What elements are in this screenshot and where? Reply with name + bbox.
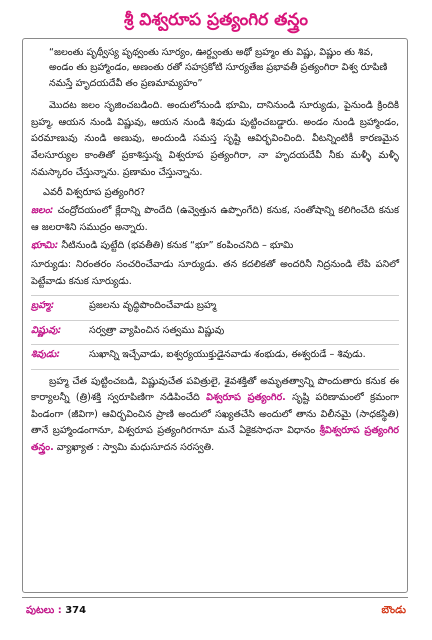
definition-jalam — [31, 203, 399, 236]
definition-bhumi — [31, 238, 399, 255]
term-bhumi: భూమి: — [31, 240, 59, 252]
definition-suryudu: సూర్యుడు: నిరంతరం సంచరించేవాడు సూర్యుడు. తన కదలికతో అందరినీ నిద్రనుండి లేపి పనిలో పెట్టేవాడు కనుక సూర్యుడు. — [31, 258, 399, 287]
text-shiva: సుఖాన్ని ఇచ్చేవాడు, ఐశ్వర్యయుక్తుడైనవాడు శంభుడు, ఈశ్వరుడే – శివుడు. — [89, 349, 366, 361]
closing-text-3: వ్యాఖ్యాత : స్వామి మధుసూదన సరస్వతి. — [53, 441, 215, 453]
content-panel — [22, 38, 408, 593]
divider — [31, 369, 399, 370]
verse-quote: “జలంతు పృథ్వీస్య పృథ్వంతు సూర్యం, ఊర్ద్వంతు అథో బ్రహ్మం తు విష్ణు, విష్ణుం తు శివ, అండం తు బ్రహ్మాండం, అణంతు రతో సహస్రకోటి సూర్యతేజ ప్రభావతీ ప్రత్యంగిరా విశ్వ రూపిణి నమస్తే హృదయదేవీ తం ప్రణమామ్యహం” — [49, 47, 388, 89]
binding-type: బౌండు — [381, 605, 406, 616]
footer-divider — [22, 597, 408, 598]
closing-highlight-1: విశ్వరూప ప్రత్యంగిర. — [206, 392, 286, 404]
term-vishnu: విష్ణువు: — [31, 324, 62, 336]
intro-paragraph: మొదట జలం సృజించబడింది. అందులోనుండి భూమి, దానినుండి సూర్యుడు, పైనుండి క్రిందికి బ్రహ్మ, ఆయన నుండి విష్ణువు, ఆయన నుండి శివుడు పుట్టించబడ్డారు. అండం నుండి బ్రహ్మాండం, పరమాణువు నుండి అణువు, అందుండి సమస్త సృష్టి ఆవిర్భవించింది. వీటన్నింటికీ కారణమైన వేలసూర్యుల కాంతితో ప్రకాశిస్తున్న విశ్వరూప ప్రత్యంగిరా, నా హృదయదేవీ నీకు మళ్ళీ మళ్ళీ నమస్కారం చేస్తున్నాను. ప్రణామం చేస్తున్నాను. — [31, 100, 399, 178]
term-brahma: బ్రహ్మ: — [31, 300, 55, 312]
page-count-label: పుటలు : — [26, 605, 62, 616]
page-count — [26, 604, 86, 618]
divider — [31, 344, 399, 345]
divider — [31, 295, 399, 296]
definition-shiva — [31, 347, 399, 364]
text-bhumi: నీటినుండి పుట్టేది (భవతీతి) కనుక “భూ” కంపించనిది – భూమి — [58, 240, 294, 252]
closing-text-2: సృష్టి పరిణామంలో క్రమంగా పిండంగా (జీవిగా) ఆవిర్భవించిన ప్రాణి అందులో సఖ్యతచేసి అందులో తాను విలీనమై (సాధకస్థితి) తానే బ్రహ్మాండంగానూ, విశ్వరూప ప్రత్యంగిరగానూ మనే ఏకైకసాధనా విధానం — [31, 392, 399, 437]
page-count-value: 374 — [61, 605, 87, 616]
definition-vishnu — [31, 323, 399, 340]
term-shiva: శివుడు: — [31, 349, 61, 361]
closing-paragraph — [31, 374, 399, 456]
divider — [31, 320, 399, 321]
question-heading: ఎవరీ విశ్వరూప ప్రత్యంగిర? — [43, 187, 146, 199]
closing-highlight-2: శ్రీవిశ్వరూప ప్రత్యంగిర తన్త్రం. — [31, 425, 399, 453]
definition-brahma — [31, 298, 399, 315]
text-vishnu: సర్వత్రా వ్యాపించిన సత్వము విష్ణువు — [89, 324, 225, 336]
closing-text-1: బ్రహ్మ చేత పుట్టించబడి, విష్ణువుచేత పవిత్రులై, శైవశక్తితో అమృతత్వాన్ని పొందుతారు కనుక ఈ కార్యాలన్నీ (త్రి)శక్తి స్వరూపిణిగా నడిపించేది — [31, 375, 399, 404]
text-brahma: ప్రజలను వృద్ధిపొందించేవాడు బ్రహ్మ — [89, 300, 217, 312]
term-jalam: జలం: — [31, 205, 54, 217]
page-title: శ్రీ విశ్వరూప ప్రత్యంగిర తన్త్రం — [124, 10, 308, 30]
text-jalam: చంద్రోదయంలో క్లేదాన్ని పొందేది (ఉవ్వెత్తున ఉప్పొంగేది) కనుక, సంతోషాన్ని కలిగించేది కనుక ఆ జలరాశిని సముద్రం అన్నారు. — [31, 205, 399, 233]
